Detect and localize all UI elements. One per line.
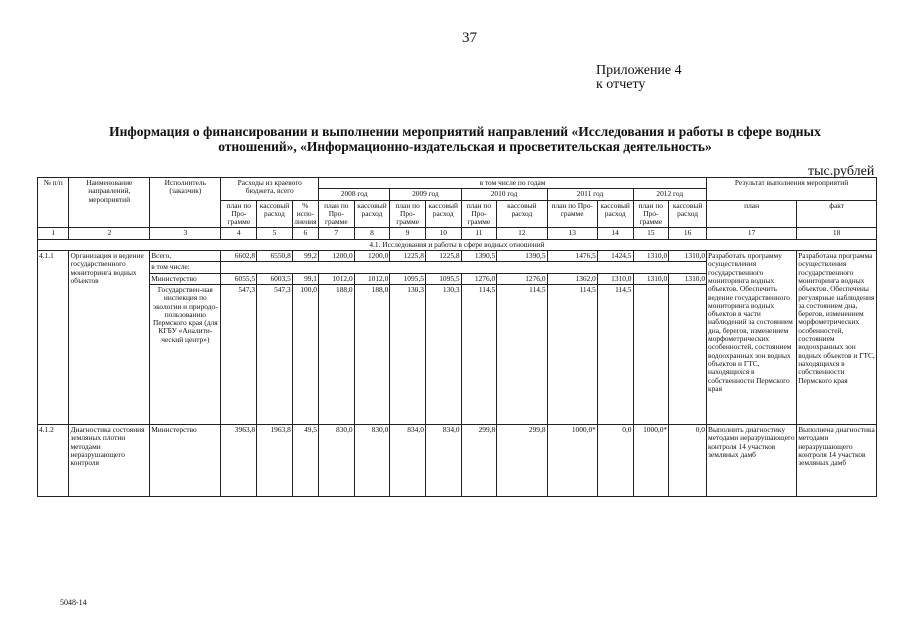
value-cell: 834,0 xyxy=(390,424,426,496)
result-fact: Разработана программа осуществления государственного мониторинга водных объектов. Обеспечены регулярные наблюдения за состоянием дна, берегов, изменением морфометрических особенностей, состоянием водоохранных зон водных объектов и ГТС, находящихся в собственности Пермского края xyxy=(797,251,877,425)
footer-code: 5048-14 xyxy=(60,598,87,607)
col-number: 18 xyxy=(797,228,877,239)
section-title: 4.1. Исследования и работы в сфере водных отношений xyxy=(38,239,877,250)
value-cell: 547,3 xyxy=(257,284,293,424)
value-cell: 1310,0 xyxy=(633,273,669,284)
value-cell: 1225,8 xyxy=(425,251,461,262)
header-no: № п/п xyxy=(38,178,69,228)
value-cell: 114,5 xyxy=(597,284,633,424)
col-number: 8 xyxy=(354,228,390,239)
appendix-line1: Приложение 4 xyxy=(596,63,682,78)
header-cash: кассовый расход xyxy=(669,200,707,228)
header-plan-prog: план по Про-грамме xyxy=(319,200,355,228)
value-cell: 1310,0 xyxy=(597,273,633,284)
row-name: Организация и ведение государственного мониторинга водных объектов xyxy=(69,251,150,425)
value-cell: 1476,5 xyxy=(547,251,597,262)
value-cell: 1963,8 xyxy=(257,424,293,496)
value-cell: 114,5 xyxy=(497,284,547,424)
header-expenses: Расходы из краевого бюджета, всего xyxy=(221,178,319,201)
value-cell: 1225,8 xyxy=(390,251,426,262)
value-cell: 299,8 xyxy=(461,424,497,496)
value-cell: 1390,5 xyxy=(461,251,497,262)
value-cell: 6602,8 xyxy=(221,251,257,262)
document-title xyxy=(60,124,870,154)
row-executor: Министерство xyxy=(150,273,221,284)
value-cell: 6550,8 xyxy=(257,251,293,262)
value-cell: 99,1 xyxy=(292,273,318,284)
units-label: тыс.рублей xyxy=(808,164,875,179)
value-cell: 1095,5 xyxy=(425,273,461,284)
col-number: 11 xyxy=(461,228,497,239)
row-number: 4.1.1 xyxy=(38,251,69,425)
value-cell: 1310,0 xyxy=(633,251,669,262)
result-plan: Разработать программу осуществления государственного мониторинга водных объектов. Обеспечить ведение государственного мониторинга водных объектов в части наблюдений за состоянием дна, берегов, изменением морфометрических особенностей, состоянием водоохранных зон водных объектов и ГТС, находящихся в собственности Пермского края xyxy=(707,251,797,425)
row-executor: Министерство xyxy=(150,424,221,496)
value-cell: 100,0 xyxy=(292,284,318,424)
title-line1: Информация о финансировании и выполнении мероприятий направлений «Исследования и работы в сфере водных xyxy=(109,124,821,139)
value-cell: 1200,0 xyxy=(354,251,390,262)
value-cell: 49,5 xyxy=(292,424,318,496)
col-number: 10 xyxy=(425,228,461,239)
value-cell: 6055,5 xyxy=(221,273,257,284)
value-cell: 1000,0* xyxy=(547,424,597,496)
header-cash: кассовый расход xyxy=(497,200,547,228)
header-year-2009: 2009 год xyxy=(390,189,461,200)
col-number: 14 xyxy=(597,228,633,239)
value-cell: 834,0 xyxy=(425,424,461,496)
value-cell: 1095,5 xyxy=(390,273,426,284)
value-cell: 1200,0 xyxy=(319,251,355,262)
column-numbers-row xyxy=(38,228,877,239)
col-number: 16 xyxy=(669,228,707,239)
value-cell: 99,2 xyxy=(292,251,318,262)
value-cell: 547,3 xyxy=(221,284,257,424)
col-number: 1 xyxy=(38,228,69,239)
value-cell: 3963,8 xyxy=(221,424,257,496)
value-cell: 299,8 xyxy=(497,424,547,496)
value-cell: 0,0 xyxy=(597,424,633,496)
header-plan-prog: план по Про-грамме xyxy=(461,200,497,228)
value-cell xyxy=(669,284,707,424)
col-number: 9 xyxy=(390,228,426,239)
header-year-2012: 2012 год xyxy=(633,189,707,200)
header-plan-prog: план по Про-грамме xyxy=(221,200,257,228)
value-cell: 130,3 xyxy=(390,284,426,424)
result-fact: Выполнена диагностика методами неразрушающего контроля 14 участков земляных дамб xyxy=(797,424,877,496)
row-executor: в том числе: xyxy=(150,262,221,273)
value-cell: 130,3 xyxy=(425,284,461,424)
value-cell: 1276,0 xyxy=(461,273,497,284)
value-cell: 1310,0 xyxy=(669,251,707,262)
col-number: 17 xyxy=(707,228,797,239)
appendix-label xyxy=(596,64,682,92)
header-row-1 xyxy=(38,178,877,189)
header-percent: % испо-лнения xyxy=(294,200,317,227)
row-executor: Государствен-ная инспекция по экологии и природо-пользованию Пермского края (для КГБУ «Аналити-ческий центр») xyxy=(150,284,221,424)
header-year-2008: 2008 год xyxy=(319,189,390,200)
value-cell: 1310,0 xyxy=(669,273,707,284)
table-row xyxy=(38,424,877,496)
header-plan-prog: план по Про-грамме xyxy=(547,200,597,228)
value-cell: 1012,0 xyxy=(319,273,355,284)
header-cash: кассовый расход xyxy=(597,200,633,228)
table-row xyxy=(38,251,877,262)
value-cell: 188,0 xyxy=(354,284,390,424)
col-number: 6 xyxy=(292,228,318,239)
header-result: Результат выполнения мероприятий xyxy=(707,178,877,201)
value-cell: 1362,0 xyxy=(547,273,597,284)
value-cell: 114,5 xyxy=(461,284,497,424)
header-plan-prog: план по Про-грамме xyxy=(390,200,426,228)
page-number: 37 xyxy=(462,30,477,46)
row-executor: Всего, xyxy=(150,251,221,262)
header-year-2010: 2010 год xyxy=(461,189,547,200)
col-number: 4 xyxy=(221,228,257,239)
col-number: 7 xyxy=(319,228,355,239)
value-cell: 1424,5 xyxy=(597,251,633,262)
header-plan: план xyxy=(707,200,797,228)
value-cell: 1012,0 xyxy=(354,273,390,284)
header-cash: кассовый расход xyxy=(425,200,461,228)
header-cash: кассовый расход xyxy=(354,200,390,228)
value-cell: 1000,0* xyxy=(633,424,669,496)
row-name: Диагностика состояния земляных плотин методами неразрушающего контроля xyxy=(69,424,150,496)
col-number: 2 xyxy=(69,228,150,239)
col-number: 5 xyxy=(257,228,293,239)
value-cell: 1390,5 xyxy=(497,251,547,262)
header-by-years: в том числе по годам xyxy=(319,178,707,189)
header-year-2011: 2011 год xyxy=(547,189,633,200)
row-number: 4.1.2 xyxy=(38,424,69,496)
result-plan: Выполнить диагностику методами неразрушающего контроля 14 участков земляных дамб xyxy=(707,424,797,496)
value-cell xyxy=(633,284,669,424)
value-cell: 114,5 xyxy=(547,284,597,424)
section-row xyxy=(38,239,877,250)
col-number: 3 xyxy=(150,228,221,239)
title-line2: отношений», «Информационно-издательская и просветительская деятельность» xyxy=(218,139,712,154)
value-cell: 830,0 xyxy=(319,424,355,496)
report-table xyxy=(37,177,877,497)
value-cell: 1276,0 xyxy=(497,273,547,284)
col-number: 12 xyxy=(497,228,547,239)
header-name: Наименование направлений, мероприятий xyxy=(69,178,150,228)
header-fact: факт xyxy=(797,200,877,228)
empty-cells xyxy=(221,262,707,273)
value-cell: 188,0 xyxy=(319,284,355,424)
value-cell: 830,0 xyxy=(354,424,390,496)
header-plan-prog: план по Про-грамме xyxy=(633,200,669,228)
col-number: 13 xyxy=(547,228,597,239)
appendix-line2: к отчету xyxy=(596,77,646,92)
header-cash: кассовый расход xyxy=(257,200,293,228)
col-number: 15 xyxy=(633,228,669,239)
value-cell: 0,0 xyxy=(669,424,707,496)
header-executor: Исполнитель (заказчик) xyxy=(150,178,221,228)
value-cell: 6003,5 xyxy=(257,273,293,284)
